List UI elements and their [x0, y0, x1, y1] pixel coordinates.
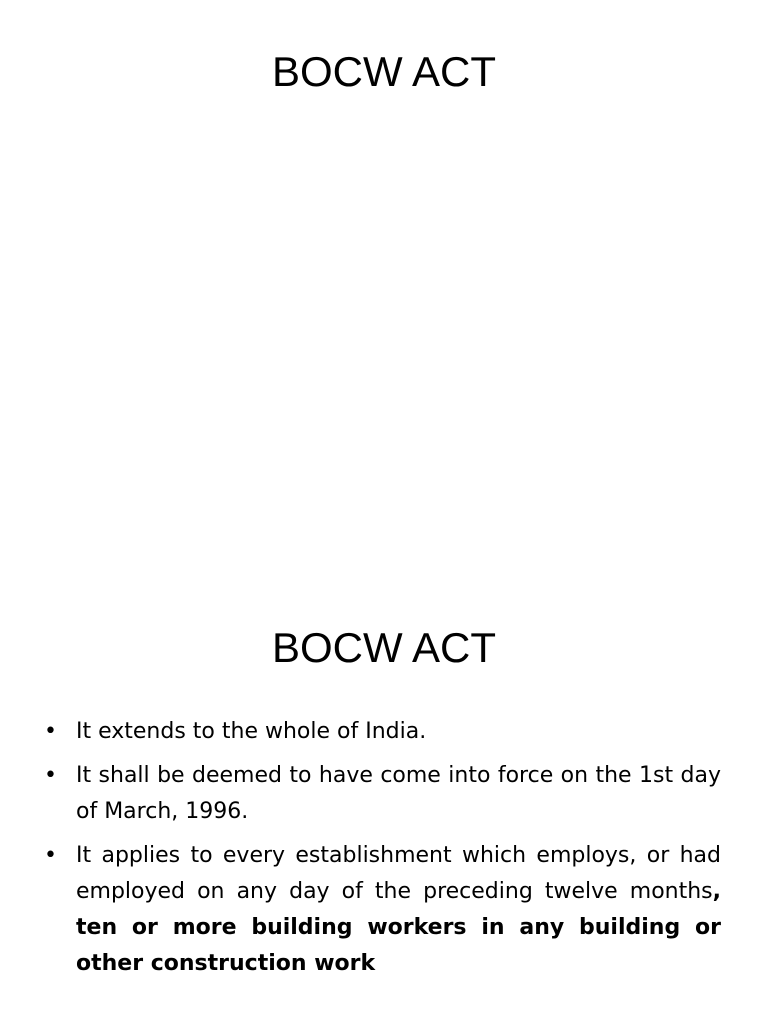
bullet-list: [0, 714, 768, 990]
bullet-item: [0, 714, 768, 750]
bullet-item: [0, 838, 768, 982]
bullet-bold-text: , ten or more building workers in any building or other construction work: [76, 879, 721, 976]
bullet-item: [0, 758, 768, 830]
slide-2-title: BOCW ACT: [271, 624, 496, 671]
bullet-icon: •: [44, 719, 57, 744]
bullet-text: It shall be deemed to have come into force on the 1st day of March, 1996.: [76, 763, 721, 824]
bullet-icon: •: [44, 843, 57, 868]
bullet-icon: •: [44, 763, 57, 788]
slide-2: [0, 576, 768, 1024]
bullet-text: It extends to the whole of India.: [76, 719, 427, 744]
bullet-text: It applies to every establishment which employs, or had employed on any day of the preceding twelve months: [76, 843, 721, 904]
slide-1-title: BOCW ACT: [271, 48, 496, 95]
